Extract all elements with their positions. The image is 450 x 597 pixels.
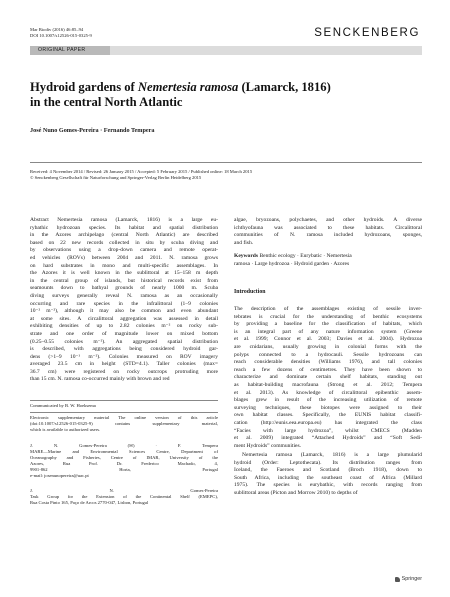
intro-line: et al. 2013). As knowledge of circalittoral epibenthic assem- [234, 389, 422, 396]
keywords [234, 253, 422, 268]
affil-line: Task Group for the Extension of the Continental Shelf (EMEPC), [30, 494, 218, 500]
intro-line: polyps connected to a hydrocauli. Sessile hydrozoans can [234, 351, 422, 358]
affil-line: 9901-862 Horta, Portugal [30, 467, 218, 473]
intro-line: 1975). The species is eurybathic, with records ranging from [234, 482, 422, 489]
intro-line: is an integral part of any nature information system (Greene [234, 328, 422, 335]
intro-line: by providing a baseline for the classification of habitats, which [234, 321, 422, 328]
abstract-line: 36.7 cm) were registered on rocky outcrops protruding more [30, 368, 218, 375]
intro-line: own habitat classes. Specifically, the EUNIS habitat classifi- [234, 412, 422, 419]
affil-line: MARE—Marine and Environmental Sciences Centre, Department of [30, 449, 218, 455]
doi: DOI 10.1007/s12526-015-0325-9 [30, 33, 92, 38]
intro-line: et al. 2009) integrated “Attached Hydroids” and “Soft Sedi- [234, 435, 422, 442]
footnote-divider [30, 400, 218, 401]
communicated-by: Communicated by B. W. Hoeksema [30, 403, 96, 408]
affiliation-2 [30, 488, 218, 506]
abstract-line: (0.25–0.55 colonies m⁻²). An aggregated spatial distribution [30, 338, 218, 345]
keywords-label: Keywords [234, 253, 259, 259]
affil-line: e-mail: josenunopereira@uac.pt [30, 473, 89, 479]
abstract-line: strate and one order of magnitude lower on mixed bottom [30, 330, 218, 337]
abstract-line: ed vehicles (ROVs) between 2004 and 2011. N. ramosa grows [30, 254, 218, 261]
intro-line: “Facies with large hydrozoa”, whilst CMECS (Madden [234, 427, 422, 434]
esm-line: Electronic supplementary material The online version of this article [30, 415, 218, 420]
title-part: (Lamarck, 1816) [238, 80, 331, 94]
dates: Received: 4 November 2014 / Revised: 26 January 2015 / Accepted: 5 February 2015 / Published online: 18 March 2015 [30, 169, 253, 174]
keywords-line1: Benthic ecology · Eurybatic · Nemertesia [259, 253, 352, 259]
divider [30, 162, 422, 163]
abstract-line: in the Azores archipelago (central North Atlantic) are described [30, 232, 218, 239]
intro-line: Nemertesia ramosa (Lamarck, 1816) is a large plumularid [242, 452, 422, 458]
affil-line: J. N. Gomes-Pereira [30, 488, 218, 493]
affiliation-1 [30, 443, 218, 479]
esm-line: (doi:10.1007/s12526-015-0325-9) contains supplementary material, [30, 421, 218, 427]
abstract-line: the Azores it is well known in the sublittoral at 15–158 m depth [30, 270, 218, 277]
springer-horse-icon [395, 577, 400, 582]
esm-note [30, 415, 218, 433]
publisher-logo: SENCKENBERG [314, 27, 420, 39]
springer-label: Springer [401, 576, 422, 582]
intro-line: cation (http://eunis.eea.europa.eu) has integrated the class [234, 419, 422, 426]
abstract-line: on hard substrates in mono and multi-specific assemblages. In [30, 262, 218, 269]
article-type: ORIGINAL PAPER [30, 46, 110, 55]
article-dates [30, 169, 422, 181]
abstract-line: exhibiting densities of up to 2.82 colonies m⁻² on rocky sub- [30, 323, 218, 330]
keywords-line2: ramosa · Large hydrozoa · Hydroid garden · Azores [234, 260, 350, 267]
affil-line: Rua Costa Pinto 165, Paço de Arcos 2770-047, Lisbon, Portugal [30, 500, 149, 506]
intro-line: Iceland, the Faeroes and Scotland (Broch 1918), down to [234, 467, 422, 474]
intro-line: are cnidarians, usually growing in colonial forms with the [234, 343, 422, 350]
intro-line: hydroid (Order: Leptothecata). Its distribution ranges from [234, 459, 422, 466]
intro-line: characterize and dominate certain shelf habitats, standing out [234, 374, 422, 381]
intro-line: et al. 1999; Connor et al. 2003; Davies et al. 2004). Hydrozoa [234, 336, 422, 343]
esm-line: which is available to authorized users. [30, 427, 101, 433]
abstract-line: and fish. [234, 239, 254, 246]
affil-line: Azores, Rua Prof. Dr. Frederico Machado, 4, [30, 461, 218, 467]
intro-line: reach considerable densities (Williams 1976), and tall colonies [234, 359, 422, 366]
intro-line: tebrates is crucial for the understanding of benthic ecosystems [234, 313, 422, 320]
abstract-line: at some sites. A circalittoral aggregation was assessed in detail [30, 315, 218, 322]
abstract-line: is described, with aggregations being considered hydroid gar- [30, 346, 218, 353]
abstract [30, 217, 218, 384]
abstract-line: occurring and rare species in the infralittoral (1–9 colonies [30, 300, 218, 307]
abstract-line: seamounts down to bathyal grounds of nearly 1000 m. Scuba [30, 285, 218, 292]
abstract-line: 10⁻² m⁻²), although it may also be common and even abundant [30, 308, 218, 315]
introduction-para2 [234, 452, 422, 498]
abstract-line: Abstract Nemertesia ramosa (Lamarck, 1816) is a large eu- [30, 217, 218, 223]
abstract-line: diving surveys generally reveal N. ramosa as an occasionally [30, 292, 218, 299]
intro-line: ment Hydroids” communities. [234, 442, 302, 449]
abstract-line: based on 22 new records collected in situ by scuba diving and [30, 239, 218, 246]
springer-footer [395, 576, 422, 582]
title-line2: in the central North Atlantic [30, 95, 183, 109]
abstract-line: in the central group of islands, but historical records exist from [30, 277, 218, 284]
affil-line: J. N. Gomes-Pereira (✉) · F. Tempera [30, 443, 218, 448]
intro-line: sublittoral areas (Picton and Morrow 2010) to depths of [234, 489, 358, 496]
abstract-line: averaged 23.5 cm in height (STD=4.1). Taller colonies (max= [30, 361, 218, 368]
abstract-line: by observations using a drop-down camera and remote operat- [30, 247, 218, 254]
intro-line: as habitat-building macrofauna (Strong et al. 2012; Tempera [234, 381, 422, 388]
title-species: Nemertesia ramosa [137, 80, 239, 94]
abstract-line: rybathic hydrozoan species. Its habitat and spatial distribution [30, 224, 218, 231]
abstract-line: than 15 cm. N. ramosa co-occurred mainly with brown and red [30, 376, 170, 383]
affil-line: Oceanography and Fisheries, Centre of IMAR, University of the [30, 455, 218, 461]
introduction-body [234, 306, 422, 450]
abstract-line: communities of N. ramosa included hydrozoans, sponges, [234, 232, 422, 239]
journal-citation: Mar Biodiv (2016) 46:85–94 [30, 27, 84, 32]
abstract-line: ichthyofauna was associated to these habitats. Circalittoral [234, 224, 422, 231]
title-part: Hydroid gardens of [30, 80, 138, 94]
intro-line: surveying techniques, these biotopes were assigned to their [234, 404, 422, 411]
copyright: © Senckenberg Gesellschaft für Naturforschung and Springer-Verlag Berlin Heidelberg 2015 [30, 175, 202, 181]
abstract-continued [234, 217, 422, 247]
abstract-line: dens (>1–9 10⁻¹ m⁻²). Colonies measured on ROV imagery [30, 353, 218, 360]
article-title [30, 80, 410, 110]
intro-line: The description of the assemblages existing of sessile inver- [234, 306, 422, 312]
intro-line: blages grew in result of the increasing utilization of remote [234, 397, 422, 404]
introduction-heading: Introduction [234, 289, 266, 295]
intro-line: reach a few dozens of centimetres. They have been shown to [234, 366, 422, 373]
intro-line: South Africa, including the southeast coast of Africa (Millard [234, 474, 422, 481]
authors: José Nuno Gomes-Pereira · Fernando Tempera [30, 127, 155, 134]
abstract-line: algae, bryozoans, polychaetes, and other hydroids. A diverse [234, 217, 422, 223]
